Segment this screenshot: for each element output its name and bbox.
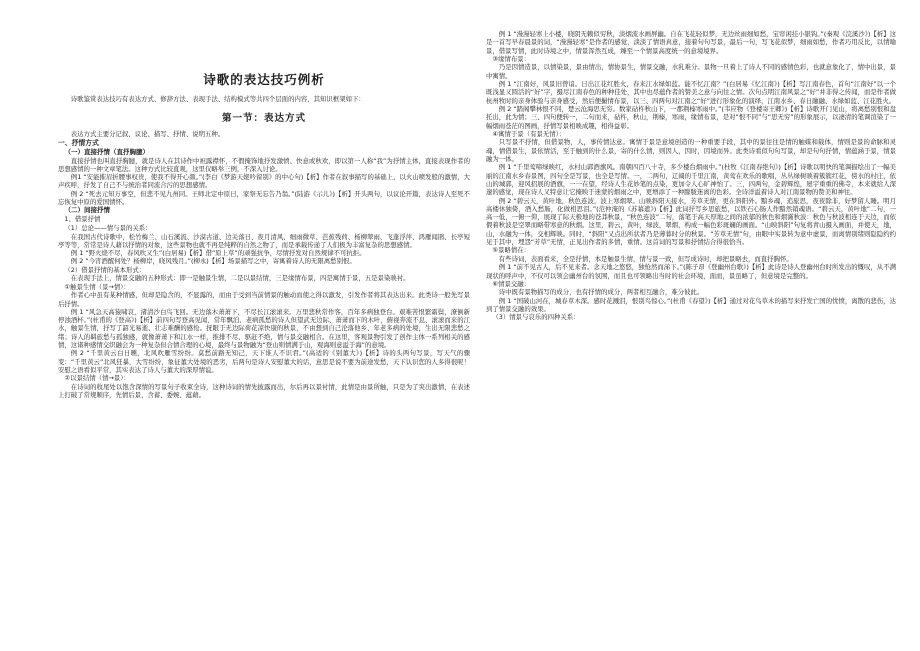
paragraph: 在我国古代诗歌中，松竹梅兰、山石溪流、沙漠古道、边关落日、夜月清风、细雨微草、芭蕉残荷、杨柳翠雨、飞蓬浮萍、鸿雁闻鹃、长亭短亭等等，常常是诗人藉以抒情的对象，这些景物也就不再是纯粹的自然之物了，而是承载传递了人们极为丰富复杂的思想感情。	[58, 232, 470, 249]
right-column	[486, 0, 896, 651]
paragraph: 诗中既有景物描写的成分，也有抒情的成分，两者相互融合，难分彼此。	[498, 288, 704, 297]
example-paragraph: 例 1 “风急天高猿啸哀，渚清沙白鸟飞回。无边落木萧萧下，不尽长江滚滚来。万里悲秋常作客，百年多病独登台。艰难苦恨繁霜鬓，潦倒新停浊酒杯。”(杜甫的《登高》)【析】前四句写登高见闻，常年飘泊、老病孤愁的诗人但望武无边际、萧萧而下的木叶，俯视奔流不息、滚滚而来的江水，触景生情，抒写了韶光易逝、壮志难酬的感怆。抚眼于无边际荷花凉快康的秋景，不由想到自己沦落他乡、年老多病的处境，生出无限悲愁之绪；诗人的羁旅愁与孤独感，就像萧萧下和江水一样，推排不尽、驱赶不绝，情与景交融相合。在这里，客观景物引发了创作主体一系列相关的感情，这诸种感情交织融会为一种复杂但合情合理的心境，最终与景物融为“登山则情满于山，观海则意溢于海”的意境。	[58, 307, 470, 350]
heading-lyric-methods: 一、抒情方式	[58, 138, 99, 147]
heading-item: ②以景结情（情→景）：	[64, 374, 130, 383]
heading-direct-lyric: （一）直接抒情（直抒胸臆）	[64, 147, 149, 156]
heading-subsection: （2）借景抒情的基本形式：	[64, 265, 146, 274]
paragraph: 有些诗词，表面看来，全是抒情，本是触景生情，情与景一致，但写成诗时，却把景略去，而直抒胸怀。	[498, 254, 793, 263]
example-paragraph: 例 1 “野火烧不尽，春风吹又生”(白居易)【析】借“原上草”的顽强抗争，尽情抒发对自然规律不可抗拒。	[70, 249, 366, 258]
paragraph: 表达方式主要分记叙、议论、描写、抒情、说明五种。	[70, 130, 225, 139]
paragraph: 乃是因情造景，以情染景，景由情出，情协景生，情景交融，水乳难分。景物一旦着上了诗人不同的感情色彩，也就意象化了，情中出景，景中寓情。	[486, 63, 896, 80]
heading-item: ③缘情布景：	[492, 54, 531, 63]
example-paragraph: 例 1 “江南好，风景旧曾谙。日出江花红胜火，春来江水绿如蓝。能不忆江南？”(白居易《忆江南》)【析】写江南春色，首句“江南好”以一个既浅显又圆活的“好”字，摄尽江南春色的种种佳处，其中也尽蕴作者的赞美之意与向往之情。次句点明江南风景之“好”并非得之传闻，而是作者做杭州牧时的亲身体验与亲身感受，然后便撮情布景，以三、四两句对江南之“好”进行形象化的演绎，江南水乡、春日融融、水绿如蓝、江花胜火。	[486, 80, 896, 105]
example-paragraph: 例 1 “前不见古人，后不见来者。念天地之悠悠，独怆然而涕下。”(陈子昂《登幽州台歌》)【析】此诗是诗人登幽州台时所发出的慨叹，从不满现状的呼声中，不仅可以领会幽州台的氛围，而且也可领略出当时的社会环境，面而，景虽略了，但意境是完整的。	[486, 263, 896, 280]
paragraph: 只写景不抒情，但借景物，人，事传情达意。寓情于景是意境创造的一种重要手段，其中的景往往是情的触媒和载体，情则是景的命脉和灵魂，情借景生，景依情活，至于触到的什么景，寄的什么情，则因人，因时，因境而异。此类诗看似句句写景，却是句句抒情，情蕴涵于景，情景融为一体。	[486, 138, 896, 164]
paragraph: 直接抒情也叫直抒胸臆，就是诗人在其诗作中袒露襟怀，不假掩饰地抒发激愤、快意或秋欢，即以第一人称“我”为抒情主体，直接表现作者的思想感情的一种文章笔法。这种方式比较直观，这里仅略举三例，不深入讨论。	[58, 156, 470, 173]
heading-item: ⑥情景交融：	[492, 279, 531, 288]
example-paragraph: 例 1 “国破山河在，城春草木深。感时花溅泪，恨别鸟惊心。”(杜甫《春望》)【析】通过对花鸟草木的描写来抒发亡国的忧愤，离散的悲伤，达到了情景交融的效果。	[486, 296, 896, 313]
example-paragraph: 例 1 “千里莺啼绿映红，水村山郭酒旗风。南朝四百八十寺，多少楼台烟雨中。”(杜牧《江南春绝句》)【析】诗歌以明快的笔调描绘出了一幅美丽的江南水乡春景图，四句全是写景，也全是写情。一，二两句，辽阔的千里江南，黄莺在欢乐的歌唱，丛丛绿树映着簇簇红花，傍水的村庄，依山的城郭，迎风招展的酒旗，一一在望，经诗人生花妙笔的点染，更加令人心旷神怡了。三，四两句，金碧辉煌，屋宇重重的佛寺，本来就给人深邃的感觉，现在诗人又特意让它掩映于迷蒙的烟雨之中，更增添了一种朦胧迷离的色彩。全诗洋溢着诗人对江南景物的赞美和神往。	[486, 163, 896, 197]
paragraph: 作者心中虽有某种情感，但却是隐含的，不显露的，而由于受到当前情景的触动而使之得以激发，引发作者将其表达出来。此类诗一般先写景后抒情。	[58, 291, 470, 308]
document-title: 诗歌的表达技巧例析	[203, 72, 325, 87]
example-paragraph: 例 2 “碧云天，黄叶地，秋色连波，波上寒烟翠。山映斜阳天接水，芳草无情，更在斜阳外。黯乡魂，追旅思，夜夜除非，好梦留人睡。明月高楼休独倚，酒入愁肠，化做相思泪。”(范仲淹的《苏幕遮》)【析】此词抒写乡思旅愁，以铁石心肠人作黯然销魂语。“碧云天，黄叶地”二句，一高一低，一俯一仰，展现了际天极地的苍莽秋景，“秋色连波”二句，落笔于高天厚地之间的浓郁的秋色和烟霭秋波：秋色与秋波相连于天边，而依偎着秋波是空翠而略带寒意的秋烟。这里，碧云，黄叶，绿波，翠烟，构成一幅色彩斑斓的画面。“山映斜阳”句复将青山摄入画面，并使天，地，山，水融为一体，交相辉映。同时，“斜阳”又点出所状者乃是薄暮时分的秋景。“芳草无情”句，由眼中实景转为意中虚景，而离情别绪则隐隐约约见于其中，埋怨“芳草”无情，正见出作者的多情，重情。这首词的写景和抒情结合得很恰当。	[486, 196, 896, 247]
example-paragraph: 例 2 “千里黄云白日曛，北风吹雁雪纷纷。莫愁前路无知己，天下谁人不识君。”(高适的《别董大》)【析】诗的头两句写景，写天气的骤变：“千里黄云”北风狂暴，大雪纷纷，象征董大处境的恶劣，后两句是诗人安慰董大的话，意思是说不要为前途发愁，天下认识您的人多得很呢！安慰之语看似平常，其实表达了诗人与董大的深厚情谊。	[58, 349, 470, 374]
heading-item: ①触景生情（景→情）：	[64, 282, 130, 291]
left-column	[58, 0, 470, 651]
heading-item: ⑤景略情在：	[492, 246, 531, 255]
example-paragraph: 例 2 “今宵酒醒何处？杨柳岸，晓风残月。”(柳永)【析】场景描写之中，寄寓着诗人的无限离愁别恨。	[70, 257, 356, 266]
example-paragraph: 例 1 “漫漫轻寒上小楼，晓阴无赖似穷秋，淡烟流水画屏幽。自在飞花轻似梦，无边丝雨细如愁，宝帘闲挂小银钩。”(秦观《浣溪沙》)【析】这是一首写早春晨景的词，“漫漫轻寒”是作者的感觉，淡淡了情语真意，接着句句写景，最后一句，写飞花似梦，细雨如愁，作者巧用反比，以情喻景，借景写情，此时诗境之中，情景浑然互成，臻至一个情景高度统一的意境境界。	[486, 30, 896, 55]
paragraph: 在诗词的收尾处以饱含深情的写景句子收束全诗，这种诗词的情先披露而出，尔后再以景衬情，此情是由景所触，只是为了突出激情，在表述上打破了常规顺序，先情后景，含蓄、委婉、蕴藉。	[58, 382, 470, 400]
paragraph: 在表现手法上，情景交融的五种形式：即一是触景生情，二是以景结情，三是缘情布景，四是寓情于景，五是景染映衬。	[70, 274, 410, 283]
example-paragraph: 例1 “安能摧眉折腰事权贵，使我不得开心颜。”(李白《梦游天姥吟留别》的中心句)【析】作者在叙事描写的基础上，以火山喷发般的激情，大声疾呼，抒发了自己不与统治者同流合污的思想感情。	[58, 173, 470, 190]
heading-scene-lyric: 1、借景抒情	[64, 215, 101, 224]
heading-subsection: （3）情景与哀乐的四种关系：	[492, 313, 580, 322]
heading-indirect-lyric: （二）间接抒情	[64, 206, 110, 215]
section-heading: 第一节：表达方式	[221, 113, 306, 125]
example-paragraph: 例 2 “死去元知万事空，但悲不见九州同。王师北定中原日，家祭无忘告乃翁。”(陆游《示儿》)【析】开头两句，以议论开篇，表达诗人至死不忘恢复中原的爱国情怀。	[58, 189, 470, 207]
example-paragraph: 例 2 “踏阁攀林恨不同，楚云沧海思无穷。数家砧杵秋山下，一郡荆榛寒雨中。”(韦应物《登楼寄王卿》)【析】诗歌开门见山，将离愁别恨和盘托出，此为情；三、四句便转一，二句而来，砧杵，秋山，荆榛，寒雨，缘情布景，是对“恨不同”与“思无穷”的形象展示，以凄清的笔调渲染了一幅烟雨苍茫的图画，抒情写景相映成趣，相得益彰。	[486, 104, 896, 130]
heading-subsection: （1）总论——情与景的关系：	[64, 223, 152, 232]
intro-paragraph: 诗歌鉴赏表达技巧有表达方式、修辞方法、表现手法、结构模式等共四个层面的内容，其知识框架如下：	[70, 95, 365, 103]
heading-item: ④寓情于景（有景无情）：	[492, 129, 566, 138]
